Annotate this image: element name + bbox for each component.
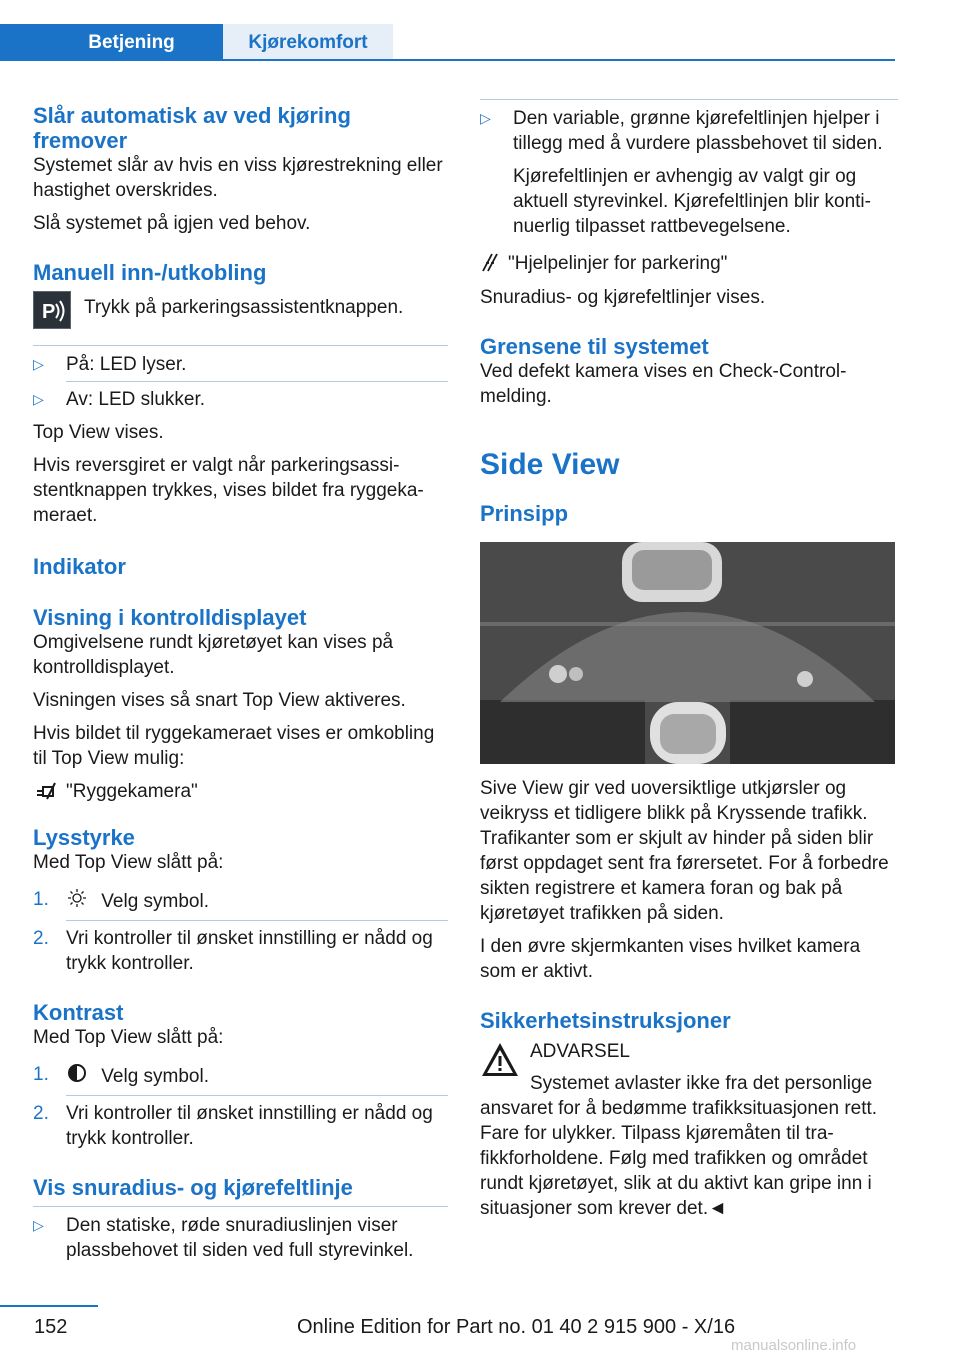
- text-helplines: "Hjelpelinjer for parkering": [508, 253, 728, 274]
- text-camera: "Ryggekamera": [66, 781, 198, 802]
- watermark: manualsonline.info: [731, 1337, 857, 1354]
- separator: [33, 1206, 448, 1207]
- triangle-bullet-icon: ▷: [33, 1217, 44, 1233]
- heading-safety: Sikkerhetsinstruksjoner: [480, 1008, 731, 1033]
- text-brightness: Med Top View slått på:: [33, 852, 224, 873]
- text-variable-2: Kjørefeltlinjen er avhengig av valgt gir og aktuell styrevinkel. Kjørefeltlinjen blir kontinuerlig tilpasset rattbevegelsene.: [513, 166, 871, 237]
- step-number: 2.: [33, 928, 49, 949]
- sun-icon: [66, 887, 92, 916]
- heading-contrast: Kontrast: [33, 1000, 124, 1025]
- heading-display: Visning i kontrolldisplayet: [33, 605, 307, 630]
- text-principle-2: I den øvre skjermkanten vises hvilket kamera som er aktivt.: [480, 936, 861, 982]
- heading-indicator: Indikator: [33, 554, 126, 579]
- parking-assist-button-icon: [33, 291, 71, 329]
- text-reverse: Hvis reversgiret er valgt når parkeringsassistentknappen trykkes, vises bildet fra ryggekameraet.: [33, 455, 424, 526]
- heading-lines: Vis snuradius- og kjørefeltlinje: [33, 1175, 353, 1200]
- bullet-static: [33, 1213, 448, 1263]
- heading-auto-off: Slår automatisk av ved kjøring fremover: [33, 103, 351, 153]
- edition-text: Online Edition for Part no. 01 40 2 915 900 - X/16: [297, 1316, 736, 1338]
- bullet-off: [33, 387, 448, 412]
- text-display-2: Visningen vises så snart Top View aktiveres.: [33, 690, 406, 711]
- text-principle-1: Sive View gir ved uoversiktlige utkjørsler og veikryss et tidligere blikk på Kryssende trafikk. Trafikanter som er skjult av hinder på siden blir først oppdaget sent fra førersetet. For å forbedre sikten registrere et kamera foran og bak på kjøretøyet trafikken på siden.: [480, 778, 889, 924]
- separator: [66, 1095, 448, 1096]
- tab-betjening[interactable]: Betjening: [0, 24, 223, 61]
- heading-brightness: Lysstyrke: [33, 825, 135, 850]
- separator: [66, 381, 448, 382]
- right-column: [480, 105, 898, 1229]
- rear-camera-icon: [33, 779, 59, 812]
- heading-manual: Manuell inn-/utkobling: [33, 260, 267, 285]
- contrast-step-2-text: Vri kontroller til ønsket innstilling er nådd og trykk kontroller.: [66, 1103, 433, 1149]
- contrast-icon: [66, 1062, 92, 1091]
- side-view-illustration: [480, 542, 895, 764]
- triangle-bullet-icon: ▷: [480, 110, 491, 126]
- camera-row: [33, 779, 448, 813]
- left-column: [33, 103, 448, 1263]
- footer-rule: [0, 1305, 98, 1307]
- parking-help-lines-icon: [480, 251, 502, 280]
- warning-title: ADVARSEL: [530, 1041, 630, 1062]
- text-manual: Trykk på parkeringsassistentknappen.: [84, 297, 404, 318]
- bullet-on: [33, 352, 448, 377]
- text-auto-off-2: Slå systemet på igjen ved behov.: [33, 213, 311, 234]
- page-header: [0, 0, 895, 62]
- step-number: 1.: [33, 1064, 49, 1085]
- warning-triangle-icon: [480, 1041, 518, 1079]
- text-display-3: Hvis bildet til ryggekameraet vises er omkobling til Top View mulig:: [33, 723, 435, 769]
- tab-kjorekomfort[interactable]: Kjørekomfort: [223, 24, 393, 61]
- bullet-variable-text: Den variable, grønne kjørefeltlinjen hjelper i tillegg med å vurdere plassbehovet til siden.: [513, 108, 883, 154]
- triangle-bullet-icon: ▷: [33, 391, 44, 407]
- contrast-step-1: [33, 1062, 448, 1091]
- brightness-step-2-text: Vri kontroller til ønsket innstilling er nådd og trykk kontroller.: [66, 928, 433, 974]
- warning-text: Systemet avlaster ikke fra det personlige ansvaret for å bedømme trafikksituasjonen rett. Fare for ulykker. Tilpass kjøremåten til trafikkforholdene. Følg med trafikken og området rundt kjøretøyet, slik at du aktivt kan gripe inn i situasjoner som krever det.◄: [480, 1073, 878, 1219]
- separator: [480, 99, 898, 100]
- helplines-row: [480, 251, 898, 281]
- bullet-variable: [480, 106, 898, 156]
- contrast-step-2: [33, 1101, 448, 1151]
- manual-row: [33, 291, 448, 339]
- heading-sideview: Side View: [480, 448, 620, 481]
- separator: [33, 345, 448, 346]
- brightness-step-1-text: Velg symbol.: [101, 890, 210, 912]
- text-limits: Ved defekt kamera vises en Check-Control-melding.: [480, 361, 847, 407]
- separator: [66, 920, 448, 921]
- brightness-step-1: [33, 887, 448, 916]
- bullet-off-text: Av: LED slukker.: [66, 389, 206, 410]
- heading-principle: Prinsipp: [480, 501, 569, 526]
- contrast-step-1-text: Velg symbol.: [101, 1065, 210, 1087]
- heading-limits: Grensene til systemet: [480, 334, 709, 359]
- text-topview: Top View vises.: [33, 422, 164, 443]
- step-number: 1.: [33, 889, 49, 910]
- text-display-1: Omgivelsene rundt kjøretøyet kan vises på kontrolldisplayet.: [33, 632, 394, 678]
- header-rule: [0, 59, 895, 61]
- triangle-bullet-icon: ▷: [33, 356, 44, 372]
- text-contrast: Med Top View slått på:: [33, 1027, 224, 1048]
- bullet-static-text: Den statiske, røde snuradiuslinjen viser plassbehovet til siden ved full styrevinkel.: [66, 1215, 414, 1261]
- text-auto-off-1: Systemet slår av hvis en viss kjørestrekning eller hastighet overskrides.: [33, 155, 443, 201]
- warning-block: [480, 1039, 898, 1221]
- step-number: 2.: [33, 1103, 49, 1124]
- brightness-step-2: [33, 926, 448, 976]
- svg-text:P: P: [42, 301, 56, 323]
- bullet-on-text: På: LED lyser.: [66, 354, 187, 375]
- page-number: 152: [34, 1316, 68, 1338]
- text-lines-shown: Snuradius- og kjørefeltlinjer vises.: [480, 287, 766, 308]
